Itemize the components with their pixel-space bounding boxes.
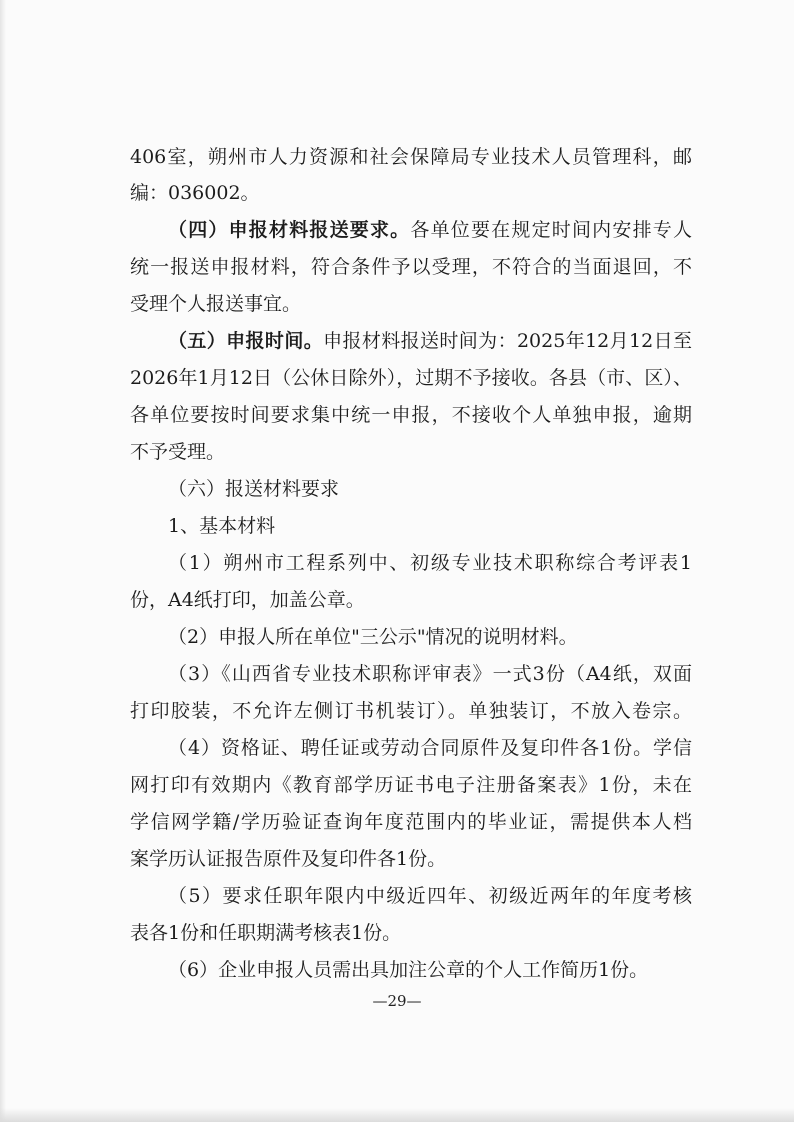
- paragraph-line: 案学历认证报告原件及复印件各1份。: [130, 848, 447, 870]
- paragraph-line: （6）企业申报人员需出具加注公章的个人工作简历1份。: [168, 959, 649, 981]
- paragraph-line: （2）申报人所在单位"三公示"情况的说明材料。: [168, 626, 578, 648]
- paragraph-line: 编：036002。: [130, 182, 260, 204]
- paragraph-line: 份，A4纸打印，加盖公章。: [130, 589, 365, 611]
- paragraph-line: 表各1份和任职期满考核表1份。: [130, 922, 402, 944]
- page-number: —29—: [372, 992, 422, 1010]
- paragraph-line: 406室，朔州市人力资源和社会保障局专业技术人员管理科，邮: [130, 146, 692, 168]
- section-4-heading: （四）申报材料报送要求。: [168, 219, 411, 241]
- section-5-text: 申报材料报送时间为：2025年12月12日至: [323, 330, 692, 352]
- paragraph-line: 各单位要按时间要求集中统一申报，不接收个人单独申报，逾期: [130, 404, 692, 426]
- paragraph-line: 学信网学籍/学历验证查询年度范围内的毕业证，需提供本人档: [130, 811, 692, 833]
- section-4-text: 各单位要在规定时间内安排专人: [410, 219, 692, 241]
- paragraph-line: （1）朔州市工程系列中、初级专业技术职称综合考评表1: [168, 552, 692, 574]
- section-5-heading: （五）申报时间。: [168, 330, 324, 352]
- paragraph-line: 打印胶装，不允许左侧订书机装订）。单独装订，不放入卷宗。: [130, 700, 692, 722]
- section-6-heading: （六）报送材料要求: [168, 478, 340, 500]
- scan-edge: [0, 0, 6, 1122]
- paragraph-line: （3）《山西省专业技术职称评审表》一式3份（A4纸，双面: [168, 663, 692, 685]
- paragraph-line: 不予受理。: [130, 441, 226, 463]
- paragraph-line: 2026年1月12日（公休日除外），过期不予接收。各县（市、区）、: [130, 367, 692, 389]
- paragraph-line: （4）资格证、聘任证或劳动合同原件及复印件各1份。学信: [168, 737, 692, 759]
- section-4-line: [168, 214, 692, 246]
- paragraph-line: （5）要求任职年限内中级近四年、初级近两年的年度考核: [168, 885, 692, 907]
- section-5-line: [168, 325, 692, 357]
- scan-edge: [0, 1108, 794, 1122]
- paragraph-line: 网打印有效期内《教育部学历证书电子注册备案表》1份，未在: [130, 774, 692, 796]
- paragraph-line: 受理个人报送事宜。: [130, 293, 302, 315]
- paragraph-line: 统一报送申报材料，符合条件予以受理，不符合的当面退回，不: [130, 256, 692, 278]
- subsection-heading: 1、基本材料: [168, 515, 276, 537]
